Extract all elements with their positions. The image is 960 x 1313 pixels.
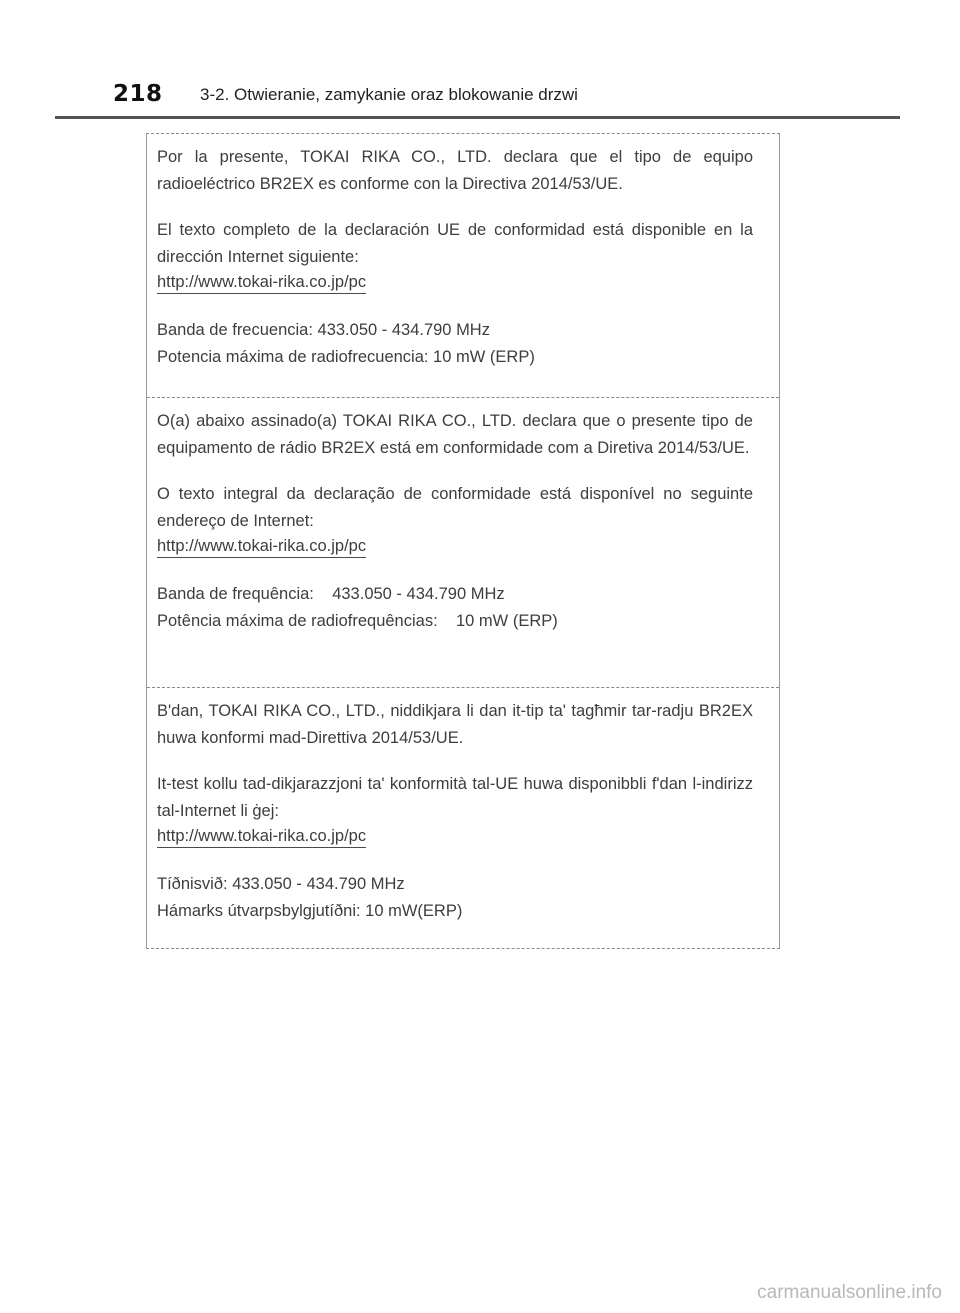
watermark: carmanualsonline.info bbox=[757, 1282, 942, 1303]
availability-text: El texto completo de la declaración UE de conformidad está disponible en la dirección Internet siguiente: bbox=[157, 221, 753, 266]
max-power-text: Hámarks útvarpsbylgjutíðni: 10 mW(ERP) bbox=[157, 902, 463, 920]
declaration-text: B'dan, TOKAI RIKA CO., LTD., niddikjara li dan it-tip ta' tagħmir tar-radju BR2EX huwa konformi mad-Direttiva 2014/53/UE. bbox=[157, 702, 753, 747]
conformity-notice-box bbox=[146, 133, 780, 949]
notice-block-spanish bbox=[147, 134, 779, 397]
notice-block-portuguese bbox=[147, 397, 779, 687]
section-title: 3-2. Otwieranie, zamykanie oraz blokowanie drzwi bbox=[200, 85, 578, 104]
frequency-band-text: Tíðnisvið: 433.050 - 434.790 MHz bbox=[157, 875, 405, 893]
page-number: 218 bbox=[113, 81, 163, 107]
declaration-text: Por la presente, TOKAI RIKA CO., LTD. declara que el tipo de equipo radioeléctrico BR2EX es conforme con la Directiva 2014/53/UE. bbox=[157, 148, 753, 193]
frequency-band-text: Banda de frecuencia: 433.050 - 434.790 MHz bbox=[157, 321, 490, 339]
availability-text: O texto integral da declaração de conformidade está disponível no seguinte endereço de Internet: bbox=[157, 485, 753, 530]
declaration-link[interactable]: http://www.tokai-rika.co.jp/pc bbox=[157, 535, 366, 558]
page-header bbox=[55, 80, 900, 119]
availability-text: It-test kollu tad-dikjarazzjoni ta' konformità tal-UE huwa disponibbli f'dan l-indirizz tal-Internet li ġej: bbox=[157, 775, 753, 820]
declaration-link[interactable]: http://www.tokai-rika.co.jp/pc bbox=[157, 825, 366, 848]
notice-block-maltese-icelandic bbox=[147, 687, 779, 948]
max-power-text: Potência máxima de radiofrequências: 10 mW (ERP) bbox=[157, 612, 558, 630]
max-power-text: Potencia máxima de radiofrecuencia: 10 mW (ERP) bbox=[157, 348, 535, 366]
frequency-band-text: Banda de frequência: 433.050 - 434.790 MHz bbox=[157, 585, 505, 603]
declaration-text: O(a) abaixo assinado(a) TOKAI RIKA CO., LTD. declara que o presente tipo de equipamento de rádio BR2EX está em conformidade com a Diretiva 2014/53/UE. bbox=[157, 412, 753, 457]
declaration-link[interactable]: http://www.tokai-rika.co.jp/pc bbox=[157, 271, 366, 294]
